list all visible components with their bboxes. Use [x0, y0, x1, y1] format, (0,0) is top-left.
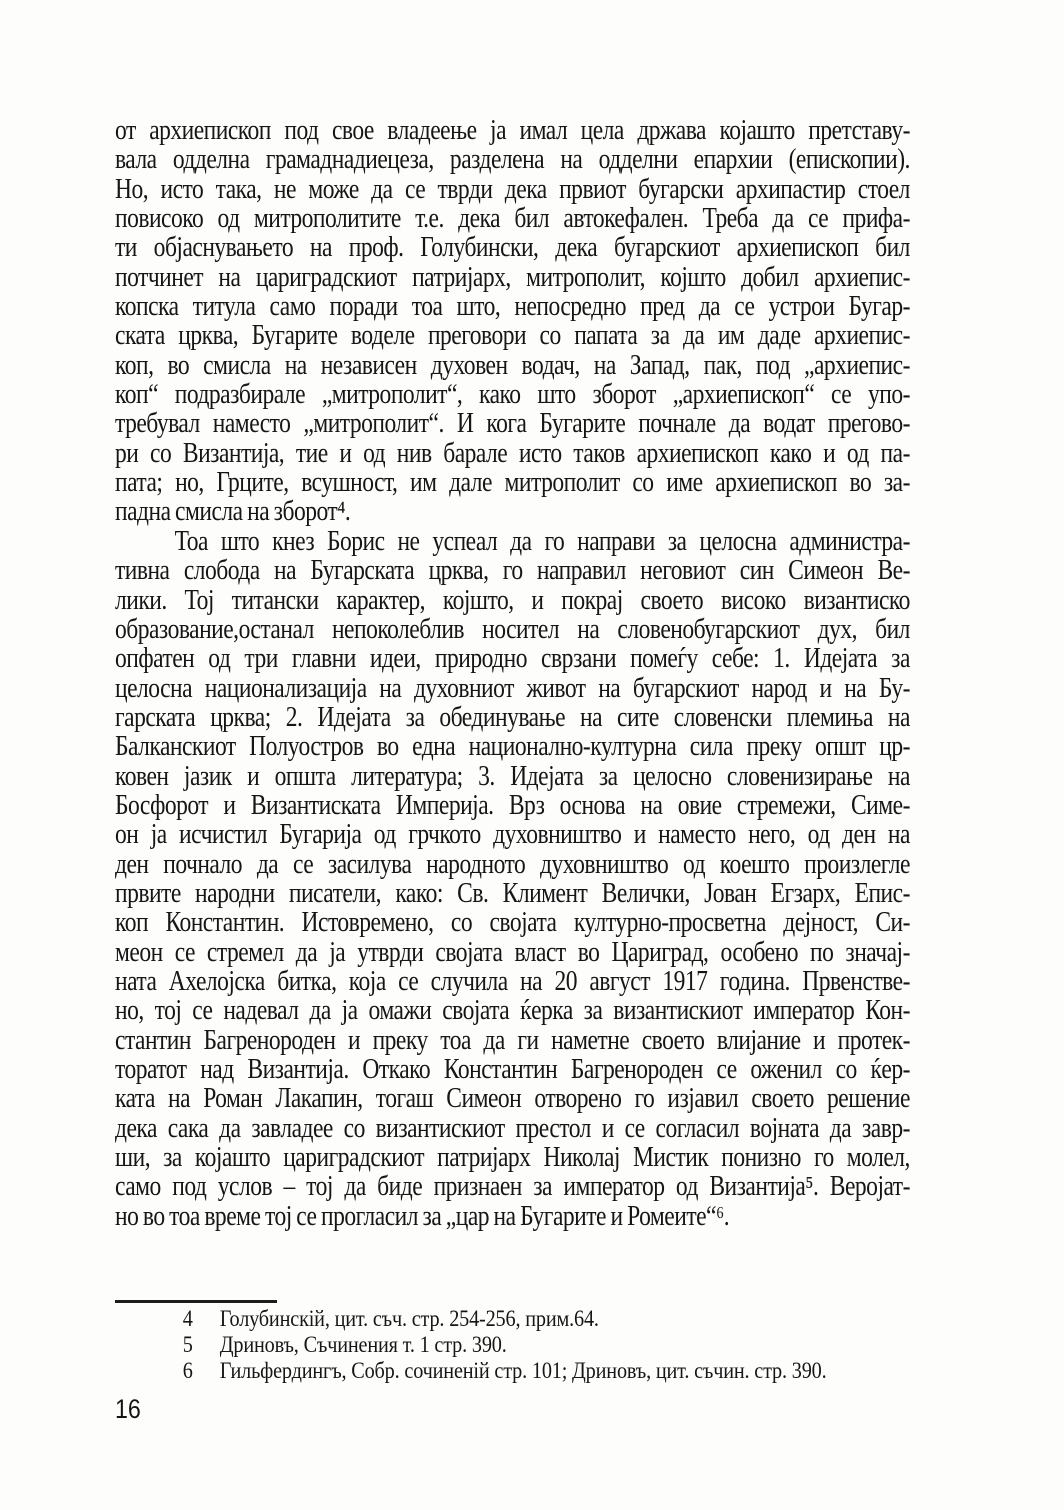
footnote-text: Дриновъ, Съчинения т. 1 стр. 390. — [219, 1331, 507, 1357]
footnote-item — [115, 1332, 910, 1358]
text-line: Босфорот и Византиската Империја. Врз основа на овие стремежи, Симе- — [115, 789, 910, 821]
footnote-number: 4 — [182, 1306, 193, 1331]
text-line: ката на Роман Лакапин, тогаш Симеон отворено го изјавил своето решение — [115, 1083, 910, 1115]
text-line: он ја исчистил Бугарија од грчкото духовништво и наместо него, од ден на — [115, 819, 910, 851]
text-line: ти објаснувањето на проф. Голубински, дека бугарскиот архиепископ бил — [115, 232, 910, 264]
footnote-text: Гильфердингъ, Собр. сочиненій стр. 101; Дриновъ, цит. съчин. стр. 390. — [219, 1357, 827, 1383]
text-line: ната Ахелојска битка, која се случила на 20 август 1917 година. Првенстве- — [115, 965, 910, 997]
text-line: тивна слобода на Бугарската црква, го направил неговиот син Симеон Ве- — [115, 555, 910, 587]
text-line: коп Константин. Истовремено, со својата културно-просветна дејност, Си- — [115, 907, 910, 939]
text-line: но во тоа време тој се прогласил за „цар на Бугарите и Ромеите“⁶. — [115, 1200, 730, 1232]
body-text — [115, 116, 910, 1231]
text-line: меон се стремел да ја утврди својата власт во Цариград, особено по значај- — [115, 936, 910, 968]
text-line: Балканскиот Полуостров во една национално-културна сила преку општ цр- — [115, 731, 910, 763]
footnotes-block — [115, 1306, 910, 1383]
text-line: вала одделна грамаднадиецеза, разделена на одделни епархии (епископии). — [115, 144, 910, 176]
text-line: но, тој се надевал да ја омажи својата ќерка за византискиот император Кон- — [115, 995, 910, 1027]
text-line: ши, за којашто цариградскиот патријарх Николај Мистик понизно го молел, — [115, 1142, 910, 1174]
footnote-number: 6 — [182, 1357, 193, 1383]
text-line: Но, исто така, не може да се тврди дека првиот бугарски архипастир стоел — [115, 173, 910, 205]
text-line: торатот над Византија. Откако Константин Багренороден се оженил со ќер- — [115, 1054, 910, 1085]
text-line: образование,останал непоколеблив носител на словенобугарскиот дух, бил — [115, 613, 910, 645]
text-line: падна смисла на зборот⁴. — [115, 496, 351, 528]
text-line: ската црква, Бугарите воделе преговори со папата за да им даде архиепис- — [115, 320, 910, 352]
text-line: потчинет на цариградскиот патријарх, митрополит, којшто добил архиепис- — [115, 261, 910, 293]
footnote-number: 5 — [182, 1331, 193, 1357]
text-line: опфатен од три главни идеи, природно сврзани помеѓу себе: 1. Идејата за — [115, 643, 910, 675]
text-line: ри со Византија, тие и од нив барале исто таков архиепископ како и од па- — [115, 437, 910, 469]
text-line: Тоа што кнез Борис не успеал да го направи за целосна администра- — [174, 525, 910, 557]
page-number: 16 — [115, 1394, 141, 1424]
text-line: само под услов – тој да биде признаен за император од Византија⁵. Веројат- — [115, 1171, 910, 1203]
text-line: целосна национализација на духовниот живот на бугарскиот народ и на Бу- — [115, 672, 910, 704]
footnote-separator-rule — [115, 1300, 277, 1303]
text-line: гарската црква; 2. Идејата за обединување на сите словенски племиња на — [115, 701, 910, 733]
text-line: ден почнало да се засилува народното духовништво од коешто произлегле — [115, 848, 910, 880]
footnote-item — [115, 1306, 910, 1332]
text-line: дека сака да завладее со византискиот престол и се согласил војната да завр- — [115, 1112, 910, 1144]
text-line: стантин Багренороден и преку тоа да ги наметне своето влијание и протек- — [115, 1024, 910, 1056]
text-line: ковен јазик и општа литература; 3. Идејата за целосно словенизирање на — [115, 760, 910, 792]
text-line: от архиепископ под свое владеење ја имал цела држава којашто претставу- — [115, 115, 910, 146]
text-line: првите народни писатели, како: Св. Климент Велички, Јован Егзарх, Епис- — [115, 877, 910, 909]
footnote-item — [115, 1358, 910, 1384]
text-line: требувал наместо „митрополит“. И кога Бугарите почнале да водат прегово- — [115, 408, 910, 440]
text-line: повисоко од митрополитите т.е. дека бил автокефален. Треба да се прифа- — [115, 203, 910, 235]
text-line: лики. Тој титански карактер, којшто, и покрај своето високо византиско — [115, 584, 910, 616]
text-line: копска титула само поради тоа што, непосредно пред да се устрои Бугар- — [115, 291, 910, 323]
footnote-text: Голубинскій, цит. съч. стр. 254-256, прим.64. — [219, 1306, 599, 1331]
text-line: коп, во смисла на независен духовен водач, на Запад, пак, под „архиепис- — [115, 349, 910, 381]
text-line: пата; но, Грците, всушност, им дале митрополит со име архиепископ во за- — [115, 467, 910, 499]
text-line: коп“ подразбирале „митрополит“, како што зборот „архиепископ“ се упо- — [115, 379, 910, 411]
